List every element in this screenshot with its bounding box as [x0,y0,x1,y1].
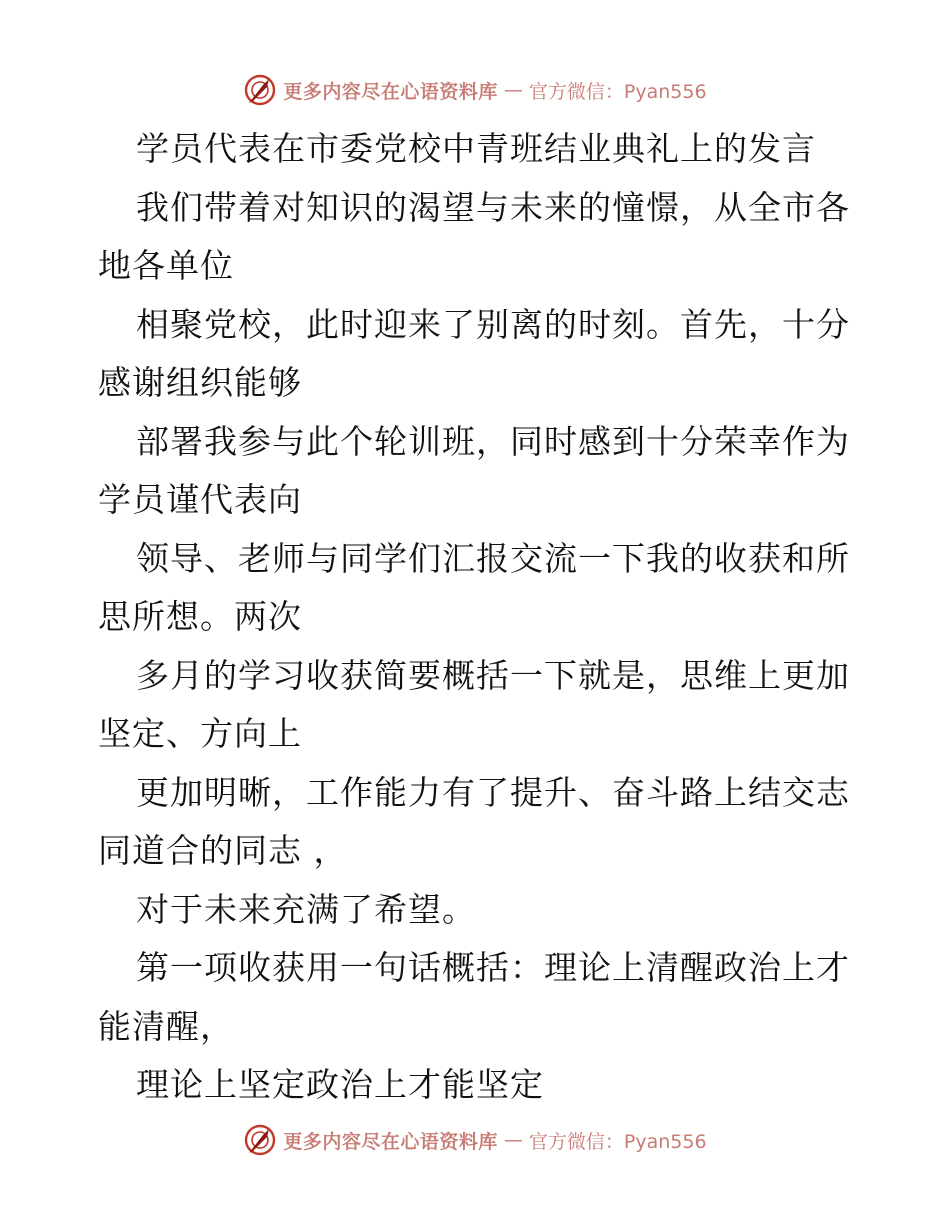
paragraph: 我们带着对知识的渴望与未来的憧憬，从全市各地各单位 [98,187,850,285]
header-watermark-dash: — [503,79,523,101]
quill-logo-icon [243,1123,277,1157]
header-watermark-main: 更多内容尽在心语资料库 [283,80,498,103]
header-watermark [0,70,950,110]
paragraph: 领导、老师与同学们汇报交流一下我的收获和所思所想。两次 [98,538,850,636]
paragraph: 部署我参与此个轮训班，同时感到十分荣幸作为学员谨代表向 [98,421,850,519]
paragraph: 更加明晰，工作能力有了提升、奋斗路上结交志同道合的同志 ， [98,772,850,870]
footer-watermark [0,1120,950,1160]
paragraph: 对于未来充满了希望。 [136,889,476,929]
document-body [98,120,858,1115]
footer-watermark-dash: — [503,1129,523,1151]
paragraph: 相聚党校，此时迎来了别离的时刻。首先，十分感谢组织能够 [98,304,850,402]
quill-logo-icon [243,73,277,107]
footer-watermark-tail: 官方微信：Pyan556 [528,1130,707,1153]
header-watermark-tail: 官方微信：Pyan556 [528,80,707,103]
paragraph: 多月的学习收获简要概括一下就是，思维上更加坚定、方向上 [98,655,850,753]
paragraph-title: 学员代表在市委党校中青班结业典礼上的发言 [136,129,816,168]
footer-watermark-main: 更多内容尽在心语资料库 [283,1130,498,1153]
paragraph: 理论上坚定政治上才能坚定 [136,1065,544,1104]
paragraph: 第一项收获用一句话概括：理论上清醒政治上才能清醒， [98,948,850,1046]
